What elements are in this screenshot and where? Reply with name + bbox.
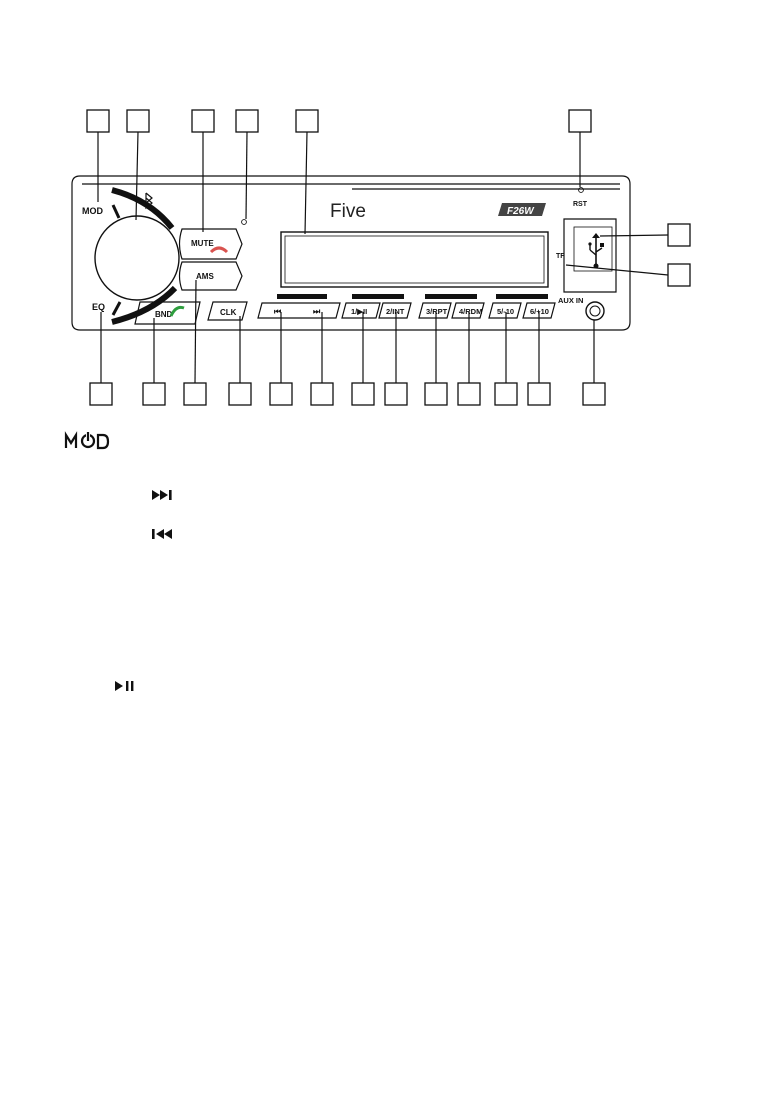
preset-label: 2/INT: [386, 307, 405, 316]
callout-box: [528, 383, 550, 405]
callout-box: [236, 110, 258, 132]
seek-indicator-bar: [277, 294, 327, 299]
skip-previous-icon: [152, 529, 172, 539]
reset-hole[interactable]: [579, 188, 584, 193]
model-badge: [498, 203, 546, 217]
model-label: F26W: [507, 206, 534, 217]
callout-box: [192, 110, 214, 132]
callout-box: [229, 383, 251, 405]
preset-button-3[interactable]: [419, 303, 451, 318]
callout-box: [668, 264, 690, 286]
mod-power-icon: [66, 432, 108, 448]
preset-button-1[interactable]: [342, 303, 380, 318]
mod-accent: [113, 205, 119, 218]
callout-box: [352, 383, 374, 405]
callout-box: [270, 383, 292, 405]
callout-box: [425, 383, 447, 405]
indicator-led: [242, 220, 247, 225]
aux-jack[interactable]: [586, 302, 604, 320]
preset-label: 1/▶II: [351, 307, 368, 316]
callout-box: [495, 383, 517, 405]
answer-call-icon: [171, 307, 184, 316]
preset-button-5[interactable]: [489, 303, 521, 318]
mod-label: MOD: [82, 206, 103, 216]
preset-label: 4/RDM: [459, 307, 483, 316]
callout-box: [458, 383, 480, 405]
brand-logo: Five: [330, 201, 366, 222]
callouts-top: [87, 110, 591, 132]
lcd-display: [281, 232, 548, 287]
seek-control[interactable]: [258, 294, 340, 318]
preset-label: 6/+10: [530, 307, 549, 316]
callout-box: [143, 383, 165, 405]
callout-box: [184, 383, 206, 405]
callout-box: [311, 383, 333, 405]
callout-box: [569, 110, 591, 132]
bnd-label: BND: [155, 310, 173, 319]
aux-label: AUX IN: [558, 296, 584, 305]
rst-label: RST: [573, 201, 587, 208]
ams-button[interactable]: [180, 262, 243, 290]
preset-button-2[interactable]: [379, 303, 411, 318]
tf-label: TF: [556, 253, 565, 260]
play-pause-icon: [115, 681, 133, 691]
ams-label: AMS: [196, 272, 214, 281]
callout-box: [668, 224, 690, 246]
preset-bar: [496, 294, 548, 299]
callout-box: [583, 383, 605, 405]
eq-accent: [113, 302, 120, 315]
callout-box: [296, 110, 318, 132]
usb-icon: [588, 233, 604, 269]
seek-prev-label[interactable]: ⏮: [274, 307, 282, 316]
preset-label: 3/RPT: [426, 307, 448, 316]
usb-port-cover[interactable]: [564, 219, 616, 292]
preset-label: 5/-10: [497, 307, 515, 316]
preset-button-4[interactable]: [452, 303, 484, 318]
mute-button[interactable]: [180, 229, 243, 259]
clk-label: CLK: [220, 308, 237, 317]
callout-box: [127, 110, 149, 132]
seek-next-label[interactable]: ⏭: [313, 307, 321, 316]
skip-next-icon: [152, 490, 172, 500]
eq-label: EQ: [92, 302, 106, 312]
callout-box: [87, 110, 109, 132]
callout-box: [90, 383, 112, 405]
callouts-bottom: [90, 383, 605, 405]
callout-box: [385, 383, 407, 405]
callouts-right: [668, 224, 690, 286]
clk-button[interactable]: [208, 302, 247, 320]
preset-bar: [425, 294, 477, 299]
hangup-icon: [211, 248, 227, 252]
preset-bar: [352, 294, 404, 299]
mute-label: MUTE: [191, 239, 214, 248]
